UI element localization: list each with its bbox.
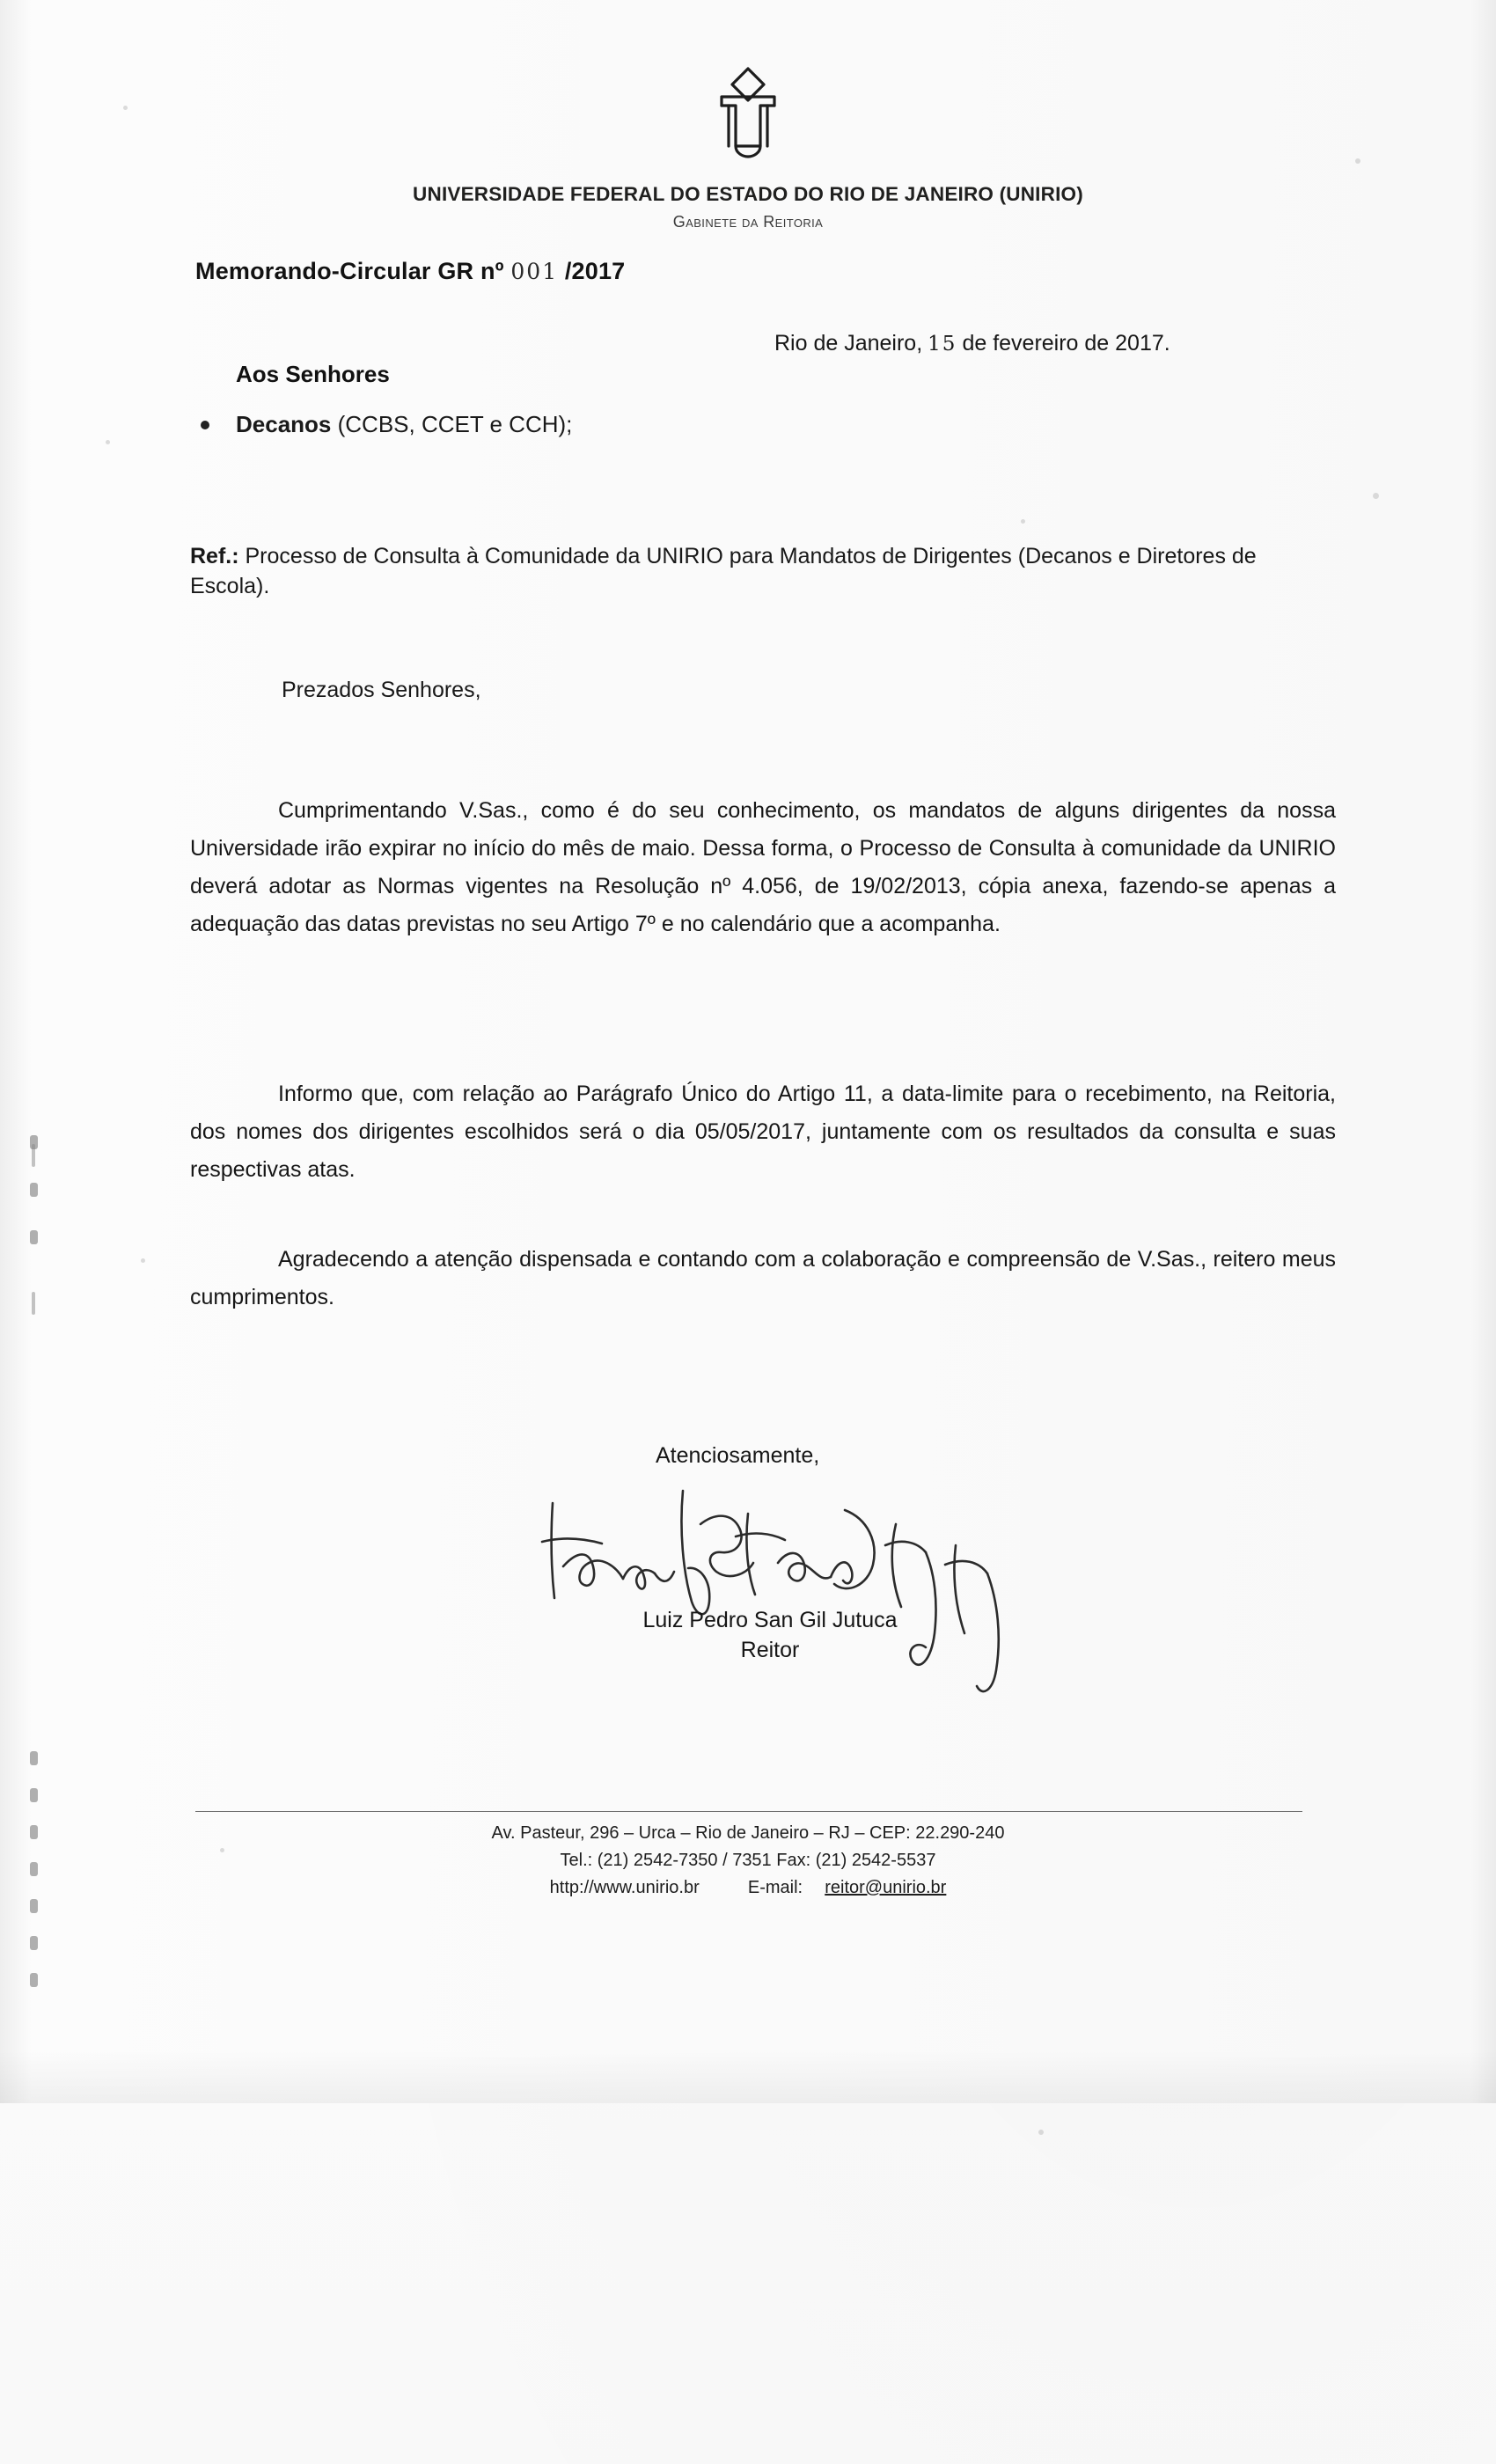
memo-number-label: Memorando-Circular GR nº [195,258,504,284]
memo-number-line [195,258,625,285]
body-paragraph-3: Agradecendo a atenção dispensada e contando com a colaboração e compreensão de V.Sas., reitero meus cumprimentos. [190,1247,1336,1309]
institution-name: UNIVERSIDADE FEDERAL DO ESTADO DO RIO DE JANEIRO (UNIRIO) [413,183,1083,205]
scan-edge-shadow-bottom [0,2050,1496,2103]
body-paragraph-1: Cumprimentando V.Sas., como é do seu conhecimento, os mandatos de alguns dirigentes da nossa Universidade irão expirar no início do mês de maio. Dessa forma, o Processo de Consulta à comunidade da UNIRIO deverá adotar as Normas vigentes na Resolução nº 4.056, de 19/02/2013, cópia anexa, fazendo-se apenas a adequação das datas previstas no seu Artigo 7º e no calendário que a acompanha. [190,798,1336,936]
footer-divider [195,1811,1302,1812]
addressee-list-item [236,411,572,438]
date-day-handwritten: 15 [928,333,957,356]
reference-line [190,542,1334,602]
date-rest: de fevereiro de 2017. [962,331,1170,356]
margin-mark [32,1144,35,1167]
signer-role: Reitor [740,1637,800,1662]
addressee-item-rest: (CCBS, CCET e CCH); [337,411,573,437]
footer-email-label: E-mail: [747,1878,803,1897]
scan-speck [141,1258,145,1263]
reference-label: Ref.: [190,544,239,568]
unirio-crest-logo [0,62,1496,172]
scan-speck [1373,493,1379,499]
bullet-icon [201,421,209,429]
city-label: Rio de Janeiro, [774,331,923,356]
footer-contact-row [0,1874,1496,1902]
office-name: Gabinete da Reitoria [672,213,824,231]
footer-address: Av. Pasteur, 296 – Urca – Rio de Janeiro – RJ – CEP: 22.290-240 [491,1823,1005,1843]
city-date-line [774,331,1170,356]
signer-name: Luiz Pedro San Gil Jutuca [642,1608,898,1632]
reference-text: Processo de Consulta à Comunidade da UNIRIO para Mandatos de Dirigentes (Decanos e Diretores de Escola). [190,544,1257,598]
scan-speck [1021,519,1025,524]
memo-number-handwritten: 001 [510,259,559,284]
scan-edge-shadow-right [1470,0,1496,2103]
footer-block [0,1820,1496,1902]
footer-phones: Tel.: (21) 2542-7350 / 7351 Fax: (21) 2542-5537 [560,1851,936,1870]
addressee-title: Aos Senhores [236,361,390,387]
signer-block [581,1606,959,1666]
footer-website-link[interactable]: http://www.unirio.br [549,1878,700,1897]
scan-speck [1038,2130,1044,2135]
memo-year: /2017 [564,258,626,284]
closing-salutation: Atenciosamente, [656,1443,820,1468]
margin-mark [32,1292,35,1315]
greeting: Prezados Senhores, [282,678,481,702]
body-paragraph-2: Informo que, com relação ao Parágrafo Único do Artigo 11, a data-limite para o recebimento, na Reitoria, dos nomes dos dirigentes escolhidos será o dia 05/05/2017, juntamente com os resultados da consulta e suas respectivas atas. [190,1082,1336,1182]
addressee-item-strong: Decanos [236,411,332,437]
footer-email-link[interactable]: reitor@unirio.br [825,1878,947,1897]
scan-speck [106,440,110,444]
